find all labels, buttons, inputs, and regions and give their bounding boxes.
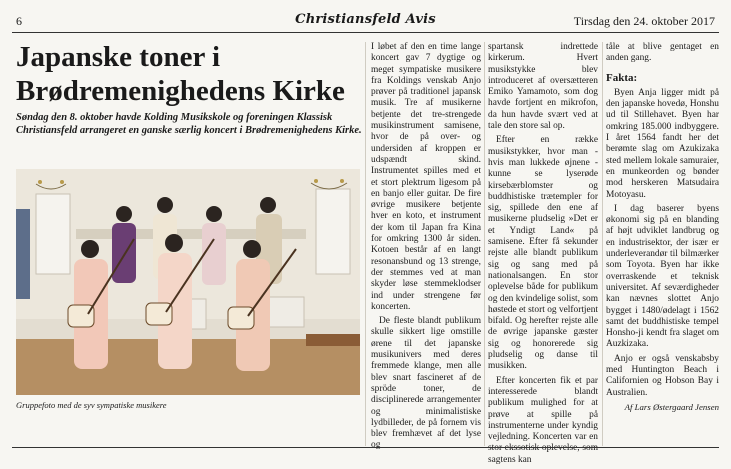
- header-rule: [12, 32, 719, 33]
- article-column-1: [371, 42, 481, 455]
- headline-line-2: Brødremenighedens Kirke: [16, 75, 345, 107]
- headline-line-1: Japanske toner i: [16, 41, 221, 73]
- paragraph: I løbet af den en time lange koncert gav 7 dygtige og meget sympatiske musikere fra Koldings venskab Anjo prøver på traditionel japansk musik. Tre af musikerne betjente det tre-strengede musikinstrument samisene, hvor de på over- og undersiden af kroppen er udspændt skind. Instrumentet spilles med et et stort plektrum ligesom på en banjo eller guitar. De fire øvrige musikere betjente hver en koto, et instrument der kom til Japan fra Kina for omkring 1300 år siden. Kotoen består af en langt resonansbund og 13 strenge, der stemmes ved at man skyder løse stemmeklodser ind under strengene før koncerten.: [371, 42, 481, 312]
- masthead: Christiansfeld Avis: [295, 12, 436, 27]
- article-headline: [16, 40, 361, 108]
- paragraph: spartansk indrettede kirkerum. Hvert musikstykke blev introduceret af oversætteren Emiko Yamamoto, som dog havde fortjent en mikrofon, da hun havde svært ved at tale den store sal op.: [488, 42, 598, 132]
- column-divider: [602, 42, 603, 446]
- facts-paragraph: I dag baserer byens økonomi sig på en blanding af højt udviklet landbrug og en industrisektor, der især er underleverandør til bilmærker som Toyota. Byen har ikke overraskende et teknisk universitet. Af seværdigheder kan nævnes slottet Anjo bygget i 1480/ødelagt i 1562 samt det buddhistiske tempel Honsho-ji kendt fra slaget om Auzkizaka.: [606, 203, 719, 350]
- facts-paragraph: Anjo er også venskabsby med Huntington Beach i Californien og Hobson Bay i Australien.: [606, 353, 719, 398]
- article-column-2: [488, 42, 598, 469]
- article-column-3: [606, 42, 719, 413]
- group-photo: [16, 169, 360, 395]
- paragraph: Efter koncerten fik et par interesserede blandt publikum mulighed for at prøve at spille på instrumenterne under kyndig vejledning. Koncerten var en stor ekssotisk oplevelse, som sagtens kan: [488, 375, 598, 465]
- byline: Af Lars Østergaard Jensen: [624, 401, 719, 412]
- group-photo-illustration: [16, 169, 360, 395]
- column-divider: [365, 42, 366, 446]
- paragraph: De fleste blandt publikum skulle sikkert lige omstille ørene til det japanske musikunivers med deres fremmede klange, men alle blev snart fascineret af de spröde toner, de disciplinerede arrangementer og minimalistiske lydbilleder, de på fornem vis blev fremhævet af det lyse og: [371, 316, 481, 451]
- facts-heading: Fakta:: [606, 71, 638, 84]
- photo-caption: Gruppefoto med de syv sympatiske musikere: [16, 400, 167, 410]
- footer-rule: [12, 447, 719, 448]
- issue-date: Tirsdag den 24. oktober 2017: [573, 14, 715, 28]
- column-divider: [484, 42, 485, 446]
- page-number: 6: [16, 14, 22, 28]
- facts-paragraph: Byen Anja ligger midt på den japanske hovedø, Honshu ud til Stillehavet. Byen har omkring 185.000 indbyggere. I året 1564 fandt her det berømte slag om Azukizaka sted mellem lokale samuraier, en munkeorden og bønder mod herskeren Matsudaira Motoyasu.: [606, 87, 719, 200]
- paragraph: Efter en række musikstykker, hvor man - hvis man lukkede øjnene - kunne se lyserøde kirsebærblomster og buddhistiske trætempler for sig, spillede den ene af musikerne pludselig »Det er et Yndigt Land« på samisene. Efter få sekunder rejste alle blandt publikum sig og sang med på nationalsangen. En stor oplevelse både for publikum og den kvindelige solist, som høstede et stort og velfortjent bifald. Og herefter rejste alle de øvrige japanske gæster sig og honorerede sig pludselig og danse til musikken.: [488, 135, 598, 372]
- page-header: [12, 12, 719, 30]
- article-lead: Søndag den 8. oktober havde Kolding Musikskole og foreningen Klassisk Christiansfeld arrangeret en ganske særlig koncert i Brødremenighedens Kirke.: [16, 112, 362, 136]
- paragraph: tåle at blive gentaget en anden gang.: [606, 42, 719, 64]
